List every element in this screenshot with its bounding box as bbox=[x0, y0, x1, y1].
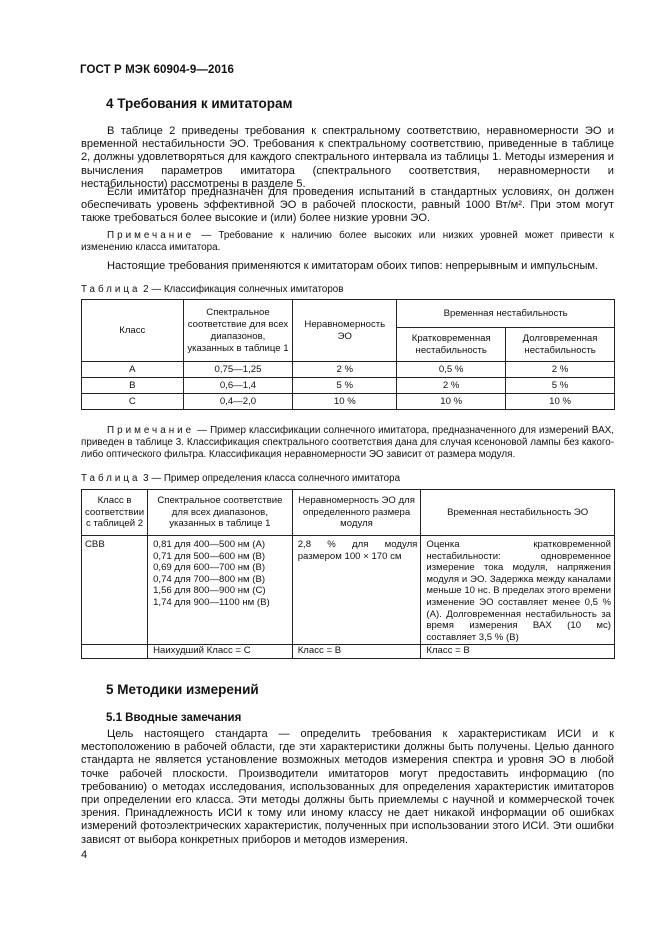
table-cell: 0,6—1,4 bbox=[183, 378, 293, 394]
table-row bbox=[82, 394, 615, 410]
note-1-text: — Требование к наличию более высоких или низких уровней может привести к изменению класса имитатора. bbox=[81, 230, 614, 254]
table-2 bbox=[81, 299, 615, 410]
table-cell: 10 % bbox=[506, 394, 615, 410]
table-row bbox=[82, 645, 615, 659]
table-2-caption-label: Таблица bbox=[81, 284, 141, 295]
table-3-caption bbox=[81, 473, 400, 484]
spectral-line: 1,56 для 800—900 нм (С) bbox=[153, 585, 266, 597]
table-cell: 2 % bbox=[397, 378, 506, 394]
table-cell: 0,5 % bbox=[397, 362, 506, 378]
table-cell: 0,4—2,0 bbox=[183, 394, 293, 410]
table-cell: 2 % bbox=[506, 362, 615, 378]
table-3-caption-label: Таблица bbox=[81, 473, 141, 484]
section-5-paragraph-1: Цель настоящего стандарта — определить требования к характеристикам ИСИ и к местоположению в рабочей области, где эти характеристики должны быть получены. Целью данного стандарта не является установление возможных методов измерения спектра и уровня ЭО в любой точке рабочей плоскости. Производители имитаторов могут предоставить информацию (по требованию) о методах исследования, использованных для определения характеристик имитаторов при определении его класса. Эти методы должны быть приемлемы с научной и коммерческой точек зрения. Принадлежность ИСИ к тому или иному классу не дает никакой информации об ошибках измерений фотоэлектрических характеристик, полученных при использовании этого ИСИ. Эти ошибки зависят от выбора конкретных приборов и методов измерения. bbox=[81, 728, 614, 846]
table-cell: B bbox=[82, 378, 184, 394]
table-cell: 5 % bbox=[293, 378, 397, 394]
table-2-header-long-term: Долговременная нестабильность bbox=[506, 328, 615, 362]
table-3 bbox=[81, 489, 615, 659]
note-2-label: Примечание bbox=[107, 425, 195, 436]
note-1 bbox=[81, 230, 614, 254]
table-3-header-temporal: Временная нестабильность ЭО bbox=[421, 490, 615, 536]
table-cell-summary-temporal: Класс = В bbox=[421, 645, 615, 659]
section-4-title: 4 Требования к имитаторам bbox=[106, 96, 293, 111]
table-cell-class: CBB bbox=[82, 536, 148, 645]
table-row bbox=[82, 362, 615, 378]
document-header: ГОСТ Р МЭК 60904-9—2016 bbox=[80, 64, 234, 76]
spectral-line: 0,71 для 500—600 нм (В) bbox=[153, 550, 266, 562]
spectral-line: 0,74 для 700—800 нм (В) bbox=[153, 573, 266, 585]
table-cell: 10 % bbox=[293, 394, 397, 410]
table-cell-summary-nonuniformity: Класс = В bbox=[292, 645, 421, 659]
section-5-title: 5 Методики измерений bbox=[106, 682, 259, 697]
section-5-1-title: 5.1 Вводные замечания bbox=[106, 712, 242, 724]
spectral-line: 0,81 для 400—500 нм (А) bbox=[153, 539, 266, 550]
table-row bbox=[82, 536, 615, 645]
table-3-header-class: Класс в соответствии с таблицей 2 bbox=[82, 490, 148, 536]
table-2-header-temporal: Временная нестабильность bbox=[397, 300, 615, 328]
section-4-paragraph-1: В таблице 2 приведены требования к спектральному соответствию, неравномерности ЭО и временной нестабильности ЭО. Требования к спектральному соответствию, приведенные в таблице 2, должны удовлетворяться для каждого спектрального интервала из таблицы 1. Методы измерения и вычисления параметров имитатора (спектрального соответствия, неравномерности и нестабильности) рассмотрены в разделе 5. bbox=[81, 125, 614, 190]
table-3-header-spectral: Спектральное соответствие для всех диапазонов, указанных в таблице 1 bbox=[148, 490, 293, 536]
table-cell: 10 % bbox=[397, 394, 506, 410]
table-2-caption-text: 2 — Классификация солнечных имитаторов bbox=[140, 284, 344, 295]
section-4-paragraph-3: Настоящие требования применяются к имитаторам обоих типов: непрерывным и импульсным. bbox=[107, 260, 599, 272]
table-cell: C bbox=[82, 394, 184, 410]
section-4-paragraph-2: Если имитатор предназначен для проведения испытаний в стандартных условиях, он должен обеспечивать уровень эффективной ЭО в рабочей плоскости, равный 1000 Вт/м². При этом могут также требоваться более высокие и (или) более низкие уровни ЭО. bbox=[81, 186, 614, 225]
table-cell: 0,75—1,25 bbox=[183, 362, 293, 378]
table-2-header-class: Класс bbox=[82, 300, 184, 362]
note-2-text: — Пример классификации солнечного имитатора, предназначенного для измерений ВАХ, приведен в таблице 3. Классификация спектрального соответствия дана для случая ксеноновой лампы без какого-либо оптического фильтра. Классификация неравномерности ЭО зависит от размера модуля. bbox=[81, 425, 614, 461]
table-cell-spectral bbox=[148, 536, 293, 645]
table-cell-nonuniformity: 2,8 % для модуля размером 100 × 170 см bbox=[292, 536, 421, 645]
note-2 bbox=[81, 425, 614, 462]
spectral-line: 1,74 для 900—1100 нм (В) bbox=[153, 596, 270, 608]
table-2-header-spectral: Спектральное соответствие для всех диапазонов, указанных в таблице 1 bbox=[183, 300, 293, 362]
table-2-caption bbox=[81, 284, 343, 295]
table-cell: 5 % bbox=[506, 378, 615, 394]
table-2-header-short-term: Кратковременная нестабильность bbox=[397, 328, 506, 362]
table-cell: A bbox=[82, 362, 184, 378]
table-cell-temporal: Оценка кратковременной нестабильности: одновременное измерение тока модуля, напряжения модуля и ЭО. Задержка между каналами меньше 10 нс. В пределах этого времени изменение ЭО составляет менее 0,5 % (А). Долговременная нестабильность за время измерения ВАХ (10 мс) составляет 3,5 % (В) bbox=[421, 536, 615, 645]
table-3-caption-text: 3 — Пример определения класса солнечного имитатора bbox=[140, 473, 401, 484]
table-3-header-nonuniformity: Неравномерность ЭО для определенного размера модуля bbox=[292, 490, 421, 536]
note-1-label: Примечание bbox=[107, 230, 195, 241]
table-cell-empty bbox=[82, 645, 148, 659]
table-2-header-nonuniformity: Неравномерность ЭО bbox=[293, 300, 397, 362]
page-number: 4 bbox=[81, 849, 88, 861]
table-cell: 2 % bbox=[293, 362, 397, 378]
spectral-line: 0,69 для 600—700 нм (В) bbox=[153, 562, 266, 574]
table-row bbox=[82, 378, 615, 394]
table-cell-summary-spectral: Наихудший Класс = С bbox=[148, 645, 293, 659]
